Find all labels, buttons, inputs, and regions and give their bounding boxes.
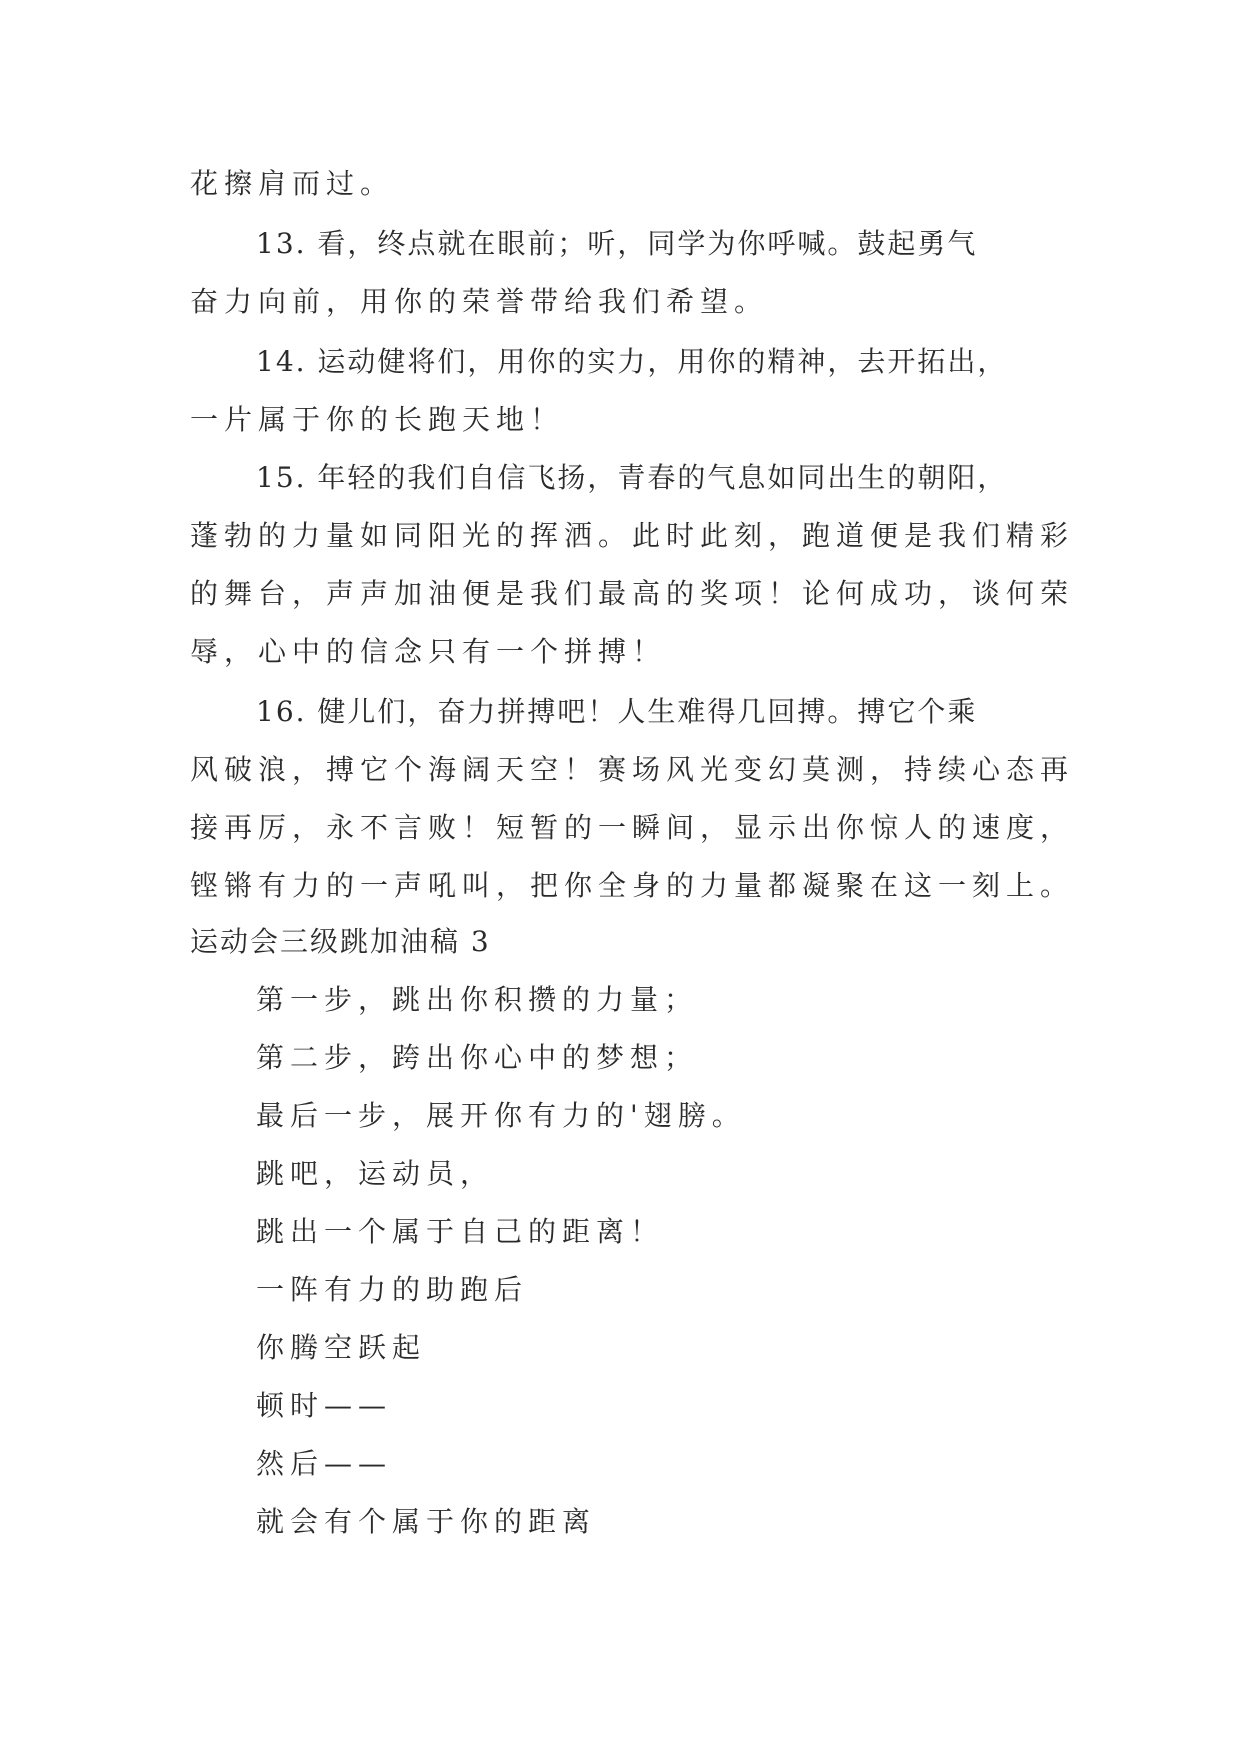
item-16-line-2: 风破浪，搏它个海阔天空！赛场风光变幻莫测，持续心态再 xyxy=(190,753,1075,786)
poem-line: 第一步，跳出你积攒的力量； xyxy=(256,983,699,1016)
poem-line: 跳吧，运动员， xyxy=(256,1157,495,1190)
item-16-line-4: 铿锵有力的一声吼叫，把你全身的力量都凝聚在这一刻上。 xyxy=(190,869,1075,902)
poem-line: 一阵有力的助跑后 xyxy=(256,1273,529,1306)
item-14-line-2: 一片属于你的长跑天地！ xyxy=(190,403,565,436)
item-13-line-2: 奋力向前，用你的荣誉带给我们希望。 xyxy=(190,285,769,318)
item-15-line-1: 15. 年轻的我们自信飞扬，青春的气息如同出生的朝阳， xyxy=(256,461,1008,494)
item-16-line-3: 接再厉，永不言败！短暂的一瞬间，显示出你惊人的速度， xyxy=(190,811,1075,844)
poem-line: 你腾空跃起 xyxy=(256,1331,427,1364)
item-15-line-3: 的舞台，声声加油便是我们最高的奖项！论何成功，谈何荣 xyxy=(190,577,1075,610)
poem-line: 跳出一个属于自己的距离！ xyxy=(256,1215,665,1248)
section-heading: 运动会三级跳加油稿 3 xyxy=(190,925,491,958)
poem-line: 就会有个属于你的距离 xyxy=(256,1505,597,1538)
poem-line: 第二步，跨出你心中的梦想； xyxy=(256,1041,699,1074)
continuation-line: 花擦肩而过。 xyxy=(190,167,395,200)
item-15-line-4: 辱，心中的信念只有一个拼搏！ xyxy=(190,635,667,668)
item-15-line-2: 蓬勃的力量如同阳光的挥洒。此时此刻，跑道便是我们精彩 xyxy=(190,519,1075,552)
poem-line: 顿时—— xyxy=(256,1389,393,1422)
item-16-line-1: 16. 健儿们，奋力拼搏吧！人生难得几回搏。搏它个乘 xyxy=(256,695,978,728)
poem-line: 最后一步，展开你有力的'翅膀。 xyxy=(256,1099,746,1132)
poem-line: 然后—— xyxy=(256,1447,393,1480)
item-14-line-1: 14. 运动健将们，用你的实力，用你的精神，去开拓出， xyxy=(256,345,1008,378)
item-13-line-1: 13. 看，终点就在眼前；听，同学为你呼喊。鼓起勇气 xyxy=(256,227,978,260)
